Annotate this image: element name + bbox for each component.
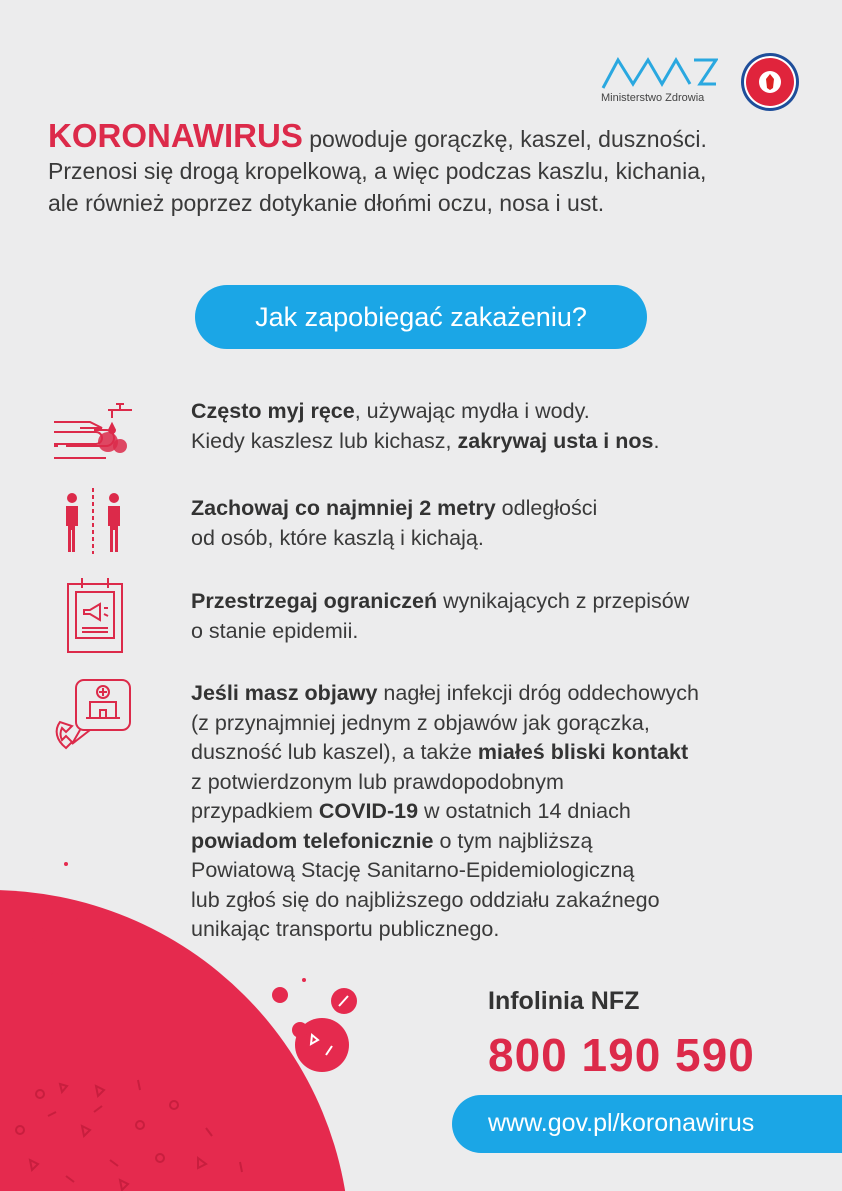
- handwash-icon: [50, 396, 140, 464]
- infoline-phone-number[interactable]: 800 190 590: [488, 1029, 755, 1081]
- website-link-bar[interactable]: [452, 1095, 842, 1153]
- phone-hospital-icon: [50, 676, 140, 758]
- list-item: Zachowaj co najmniej 2 metry odległości od osób, które kaszlą i kichają.: [191, 496, 598, 550]
- intro-line-3: ale również poprzez dotykanie dłońmi oczu, nosa i ust.: [48, 190, 605, 216]
- infoline-label: Infolinia NFZ: [488, 987, 640, 1015]
- list-item: Jeśli masz objawy nagłej infekcji dróg oddechowych (z przynajmniej jednym z objawów jak gorączka, duszność lub kaszel), a także miałeś bliski kontakt z potwierdzonym lub prawdopodobnym przypadkiem COVID-19 w ostatnich 14 dniach powiadom telefonicznie o tym najbliższą Powiatową Stację Sanitarno-Epidemiologiczną lub zgłoś się do najbliższego oddziału zakaźnego unikając transportu publicznego.: [191, 681, 699, 941]
- notice-board-icon: [50, 576, 140, 656]
- website-link[interactable]: www.gov.pl/koronawirus: [488, 1109, 755, 1137]
- list-item: Przestrzegaj ograniczeń wynikających z przepisów o stanie epidemii.: [191, 589, 690, 643]
- prevention-heading: Jak zapobiegać zakażeniu?: [195, 285, 647, 349]
- brand-title: KORONAWIRUS: [48, 117, 303, 154]
- ministry-name: Ministerstwo Zdrowia: [601, 92, 705, 104]
- intro-paragraph: [48, 117, 818, 219]
- distance-icon: [50, 486, 140, 556]
- sanitary-inspection-seal: [740, 52, 800, 112]
- list-item: Często myj ręce, używając mydła i wody. Kiedy kaszlesz lub kichasz, zakrywaj usta i nos.: [191, 399, 660, 453]
- intro-line-1: powoduje gorączkę, kaszel, duszności.: [302, 126, 707, 152]
- intro-line-2: Przenosi się drogą kropelkową, a więc podczas kaszlu, kichania,: [48, 158, 707, 184]
